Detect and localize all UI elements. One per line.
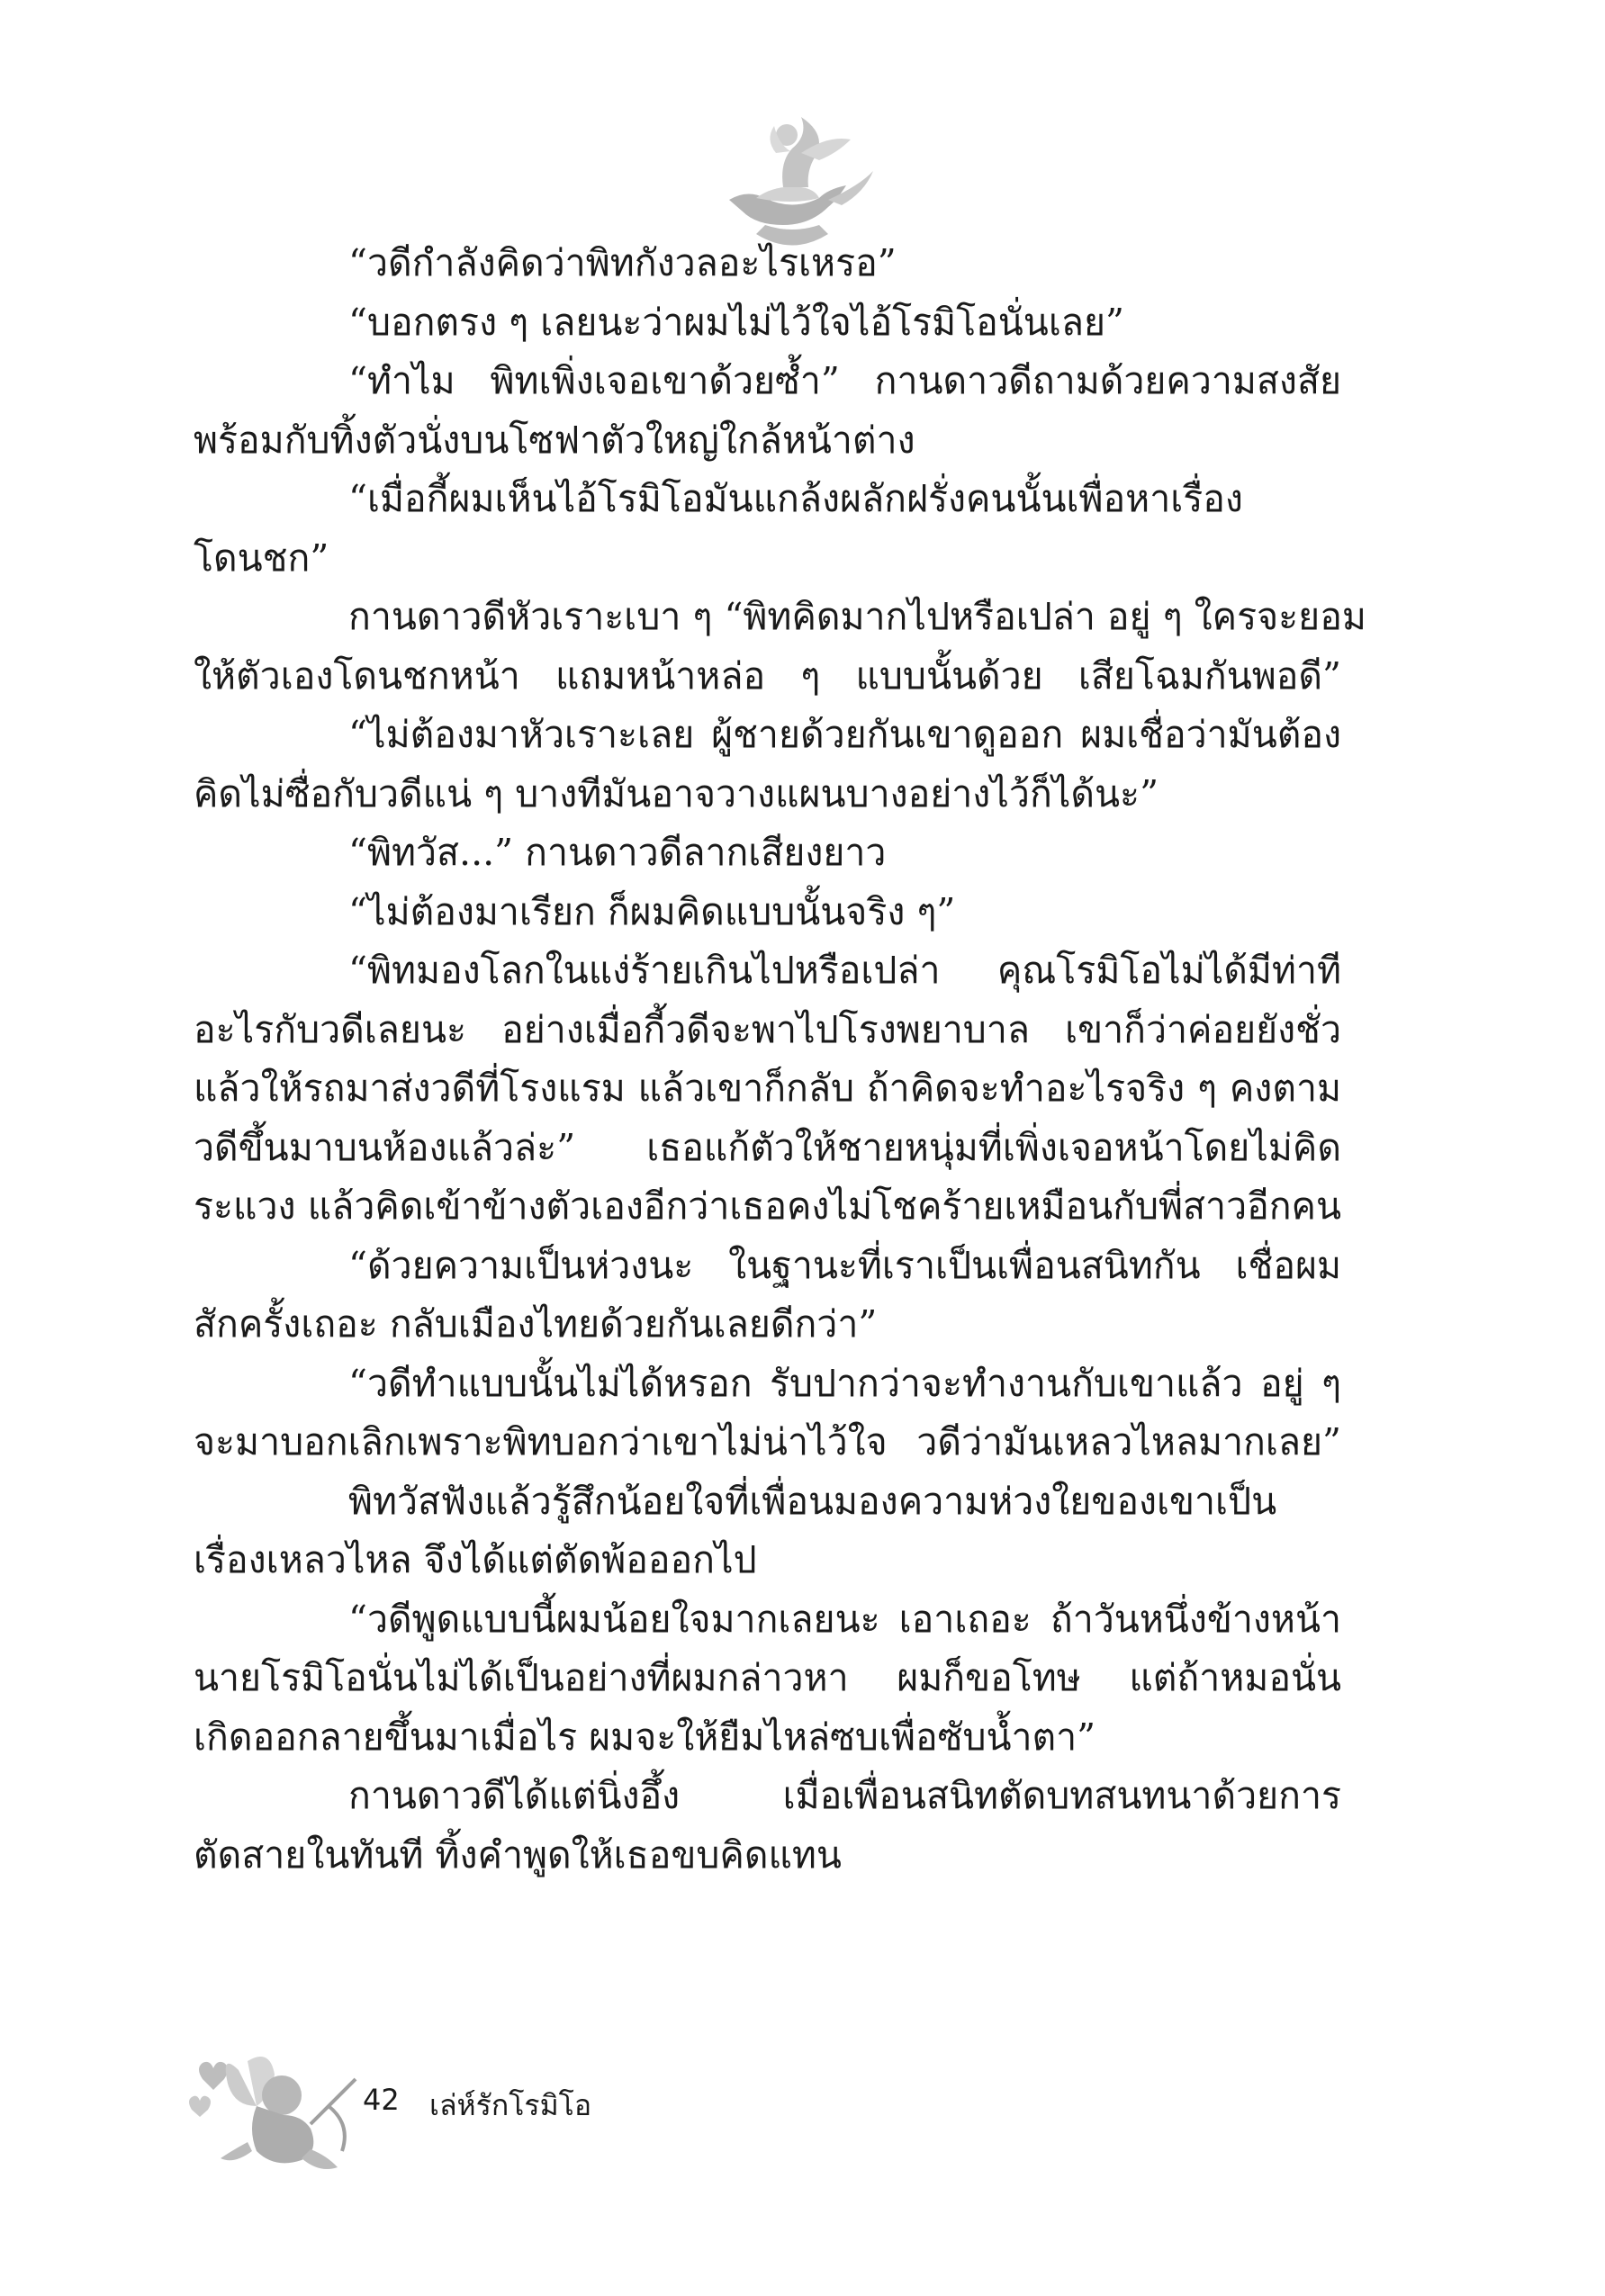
text-line: “ไม่ต้องมาเรียก ก็ผมคิดแบบนั้นจริง ๆ” — [348, 889, 956, 933]
page-number: 42 — [363, 2083, 400, 2117]
cupid-icon — [185, 2043, 365, 2178]
text-line: วดีขึ้นมาบนห้องแล้วล่ะ” เธอแก้ตัวให้ชายหนุ่มที่เพิ่งเจอหน้าโดยไม่คิด — [194, 1125, 1341, 1169]
text-line: ระแวง แล้วคิดเข้าข้างตัวเองอีกว่าเธอคงไม่โชคร้ายเหมือนกับพี่สาวอีกคน — [194, 1184, 1341, 1228]
text-line: ให้ตัวเองโดนชกหน้า แถมหน้าหล่อ ๆ แบบนั้นด้วย เสียโฉมกันพอดี” — [194, 653, 1341, 698]
text-line: “วดีกำลังคิดว่าพิทกังวลอะไรเหรอ” — [348, 241, 897, 284]
text-line: แล้วให้รถมาส่งวดีที่โรงแรม แล้วเขาก็กลับ ถ้าคิดจะทำอะไรจริง ๆ คงตาม — [194, 1067, 1341, 1110]
text-line: เกิดออกลายขึ้นมาเมื่อไร ผมจะให้ยืมไหล่ซบเพื่อซับน้ำตา” — [194, 1715, 1096, 1759]
text-line: “พิทมองโลกในแง่ร้ายเกินไปหรือเปล่า คุณโรมิโอไม่ได้มีท่าที — [348, 949, 1341, 992]
body-text — [194, 234, 1366, 1885]
text-line: “วดีพูดแบบนี้ผมน้อยใจมากเลยนะ เอาเถอะ ถ้าวันหนึ่งข้างหน้า — [348, 1597, 1341, 1641]
text-line: “ทำไม พิทเพิ่งเจอเขาด้วยซ้ำ” กานดาวดีถามด้วยความสงสัย — [348, 359, 1341, 402]
text-line: จะมาบอกเลิกเพราะพิทบอกว่าเขาไม่น่าไว้ใจ วดีว่ามันเหลวไหลมากเลย” — [194, 1420, 1341, 1463]
text-line: “พิทวัส...” กานดาวดีลากเสียงยาว — [348, 831, 887, 874]
text-line: ตัดสายในทันที ทิ้งคำพูดให้เธอขบคิดแทน — [194, 1832, 842, 1877]
page-footer — [185, 2043, 815, 2178]
text-line: “เมื่อกี้ผมเห็นไอ้โรมิโอมันแกล้งผลักฝรั่งคนนั้นเพื่อหาเรื่อง — [348, 477, 1243, 520]
text-line: “วดีทำแบบนั้นไม่ได้หรอก รับปากว่าจะทำงานกับเขาแล้ว อยู่ ๆ — [348, 1361, 1341, 1405]
text-line: อะไรกับวดีเลยนะ อย่างเมื่อกี้วดีจะพาไปโรงพยาบาล เขาก็ว่าค่อยยังชั่ว — [194, 1007, 1341, 1051]
text-line: เรื่องเหลวไหล จึงได้แต่ตัดพ้อออกไป — [194, 1538, 757, 1581]
text-line: คิดไม่ซื่อกับวดีแน่ ๆ บางทีมันอาจวางแผนบางอย่างไว้ก็ได้นะ” — [194, 771, 1159, 815]
text-line: กานดาวดีหัวเราะเบา ๆ “พิทคิดมากไปหรือเปล่า อยู่ ๆ ใครจะยอม — [348, 595, 1366, 638]
text-line: “บอกตรง ๆ เลยนะว่าผมไม่ไว้ใจไอ้โรมิโอนั่นเลย” — [348, 300, 1124, 344]
text-line: พร้อมกับทิ้งตัวนั่งบนโซฟาตัวใหญ่ใกล้หน้าต่าง — [194, 418, 915, 462]
text-line: “ด้วยความเป็นห่วงนะ ในฐานะที่เราเป็นเพื่อนสนิทกัน เชื่อผม — [348, 1243, 1341, 1287]
text-line: กานดาวดีได้แต่นิ่งอึ้ง เมื่อเพื่อนสนิทตัดบทสนทนาด้วยการ — [348, 1774, 1341, 1817]
text-line: สักครั้งเถอะ กลับเมืองไทยด้วยกันเลยดีกว่า” — [194, 1302, 878, 1346]
text-line: โดนชก” — [194, 536, 329, 580]
text-line: “ไม่ต้องมาหัวเราะเลย ผู้ชายด้วยกันเขาดูออก ผมเชื่อว่ามันต้อง — [348, 713, 1341, 756]
book-title: เล่ห์รักโรมิโอ — [429, 2088, 592, 2122]
text-line: พิทวัสฟังแล้วรู้สึกน้อยใจที่เพื่อนมองความห่วงใยของเขาเป็น — [348, 1479, 1277, 1523]
text-line: นายโรมิโอนั่นไม่ได้เป็นอย่างที่ผมกล่าวหา ผมก็ขอโทษ แต่ถ้าหมอนั่น — [194, 1656, 1341, 1699]
